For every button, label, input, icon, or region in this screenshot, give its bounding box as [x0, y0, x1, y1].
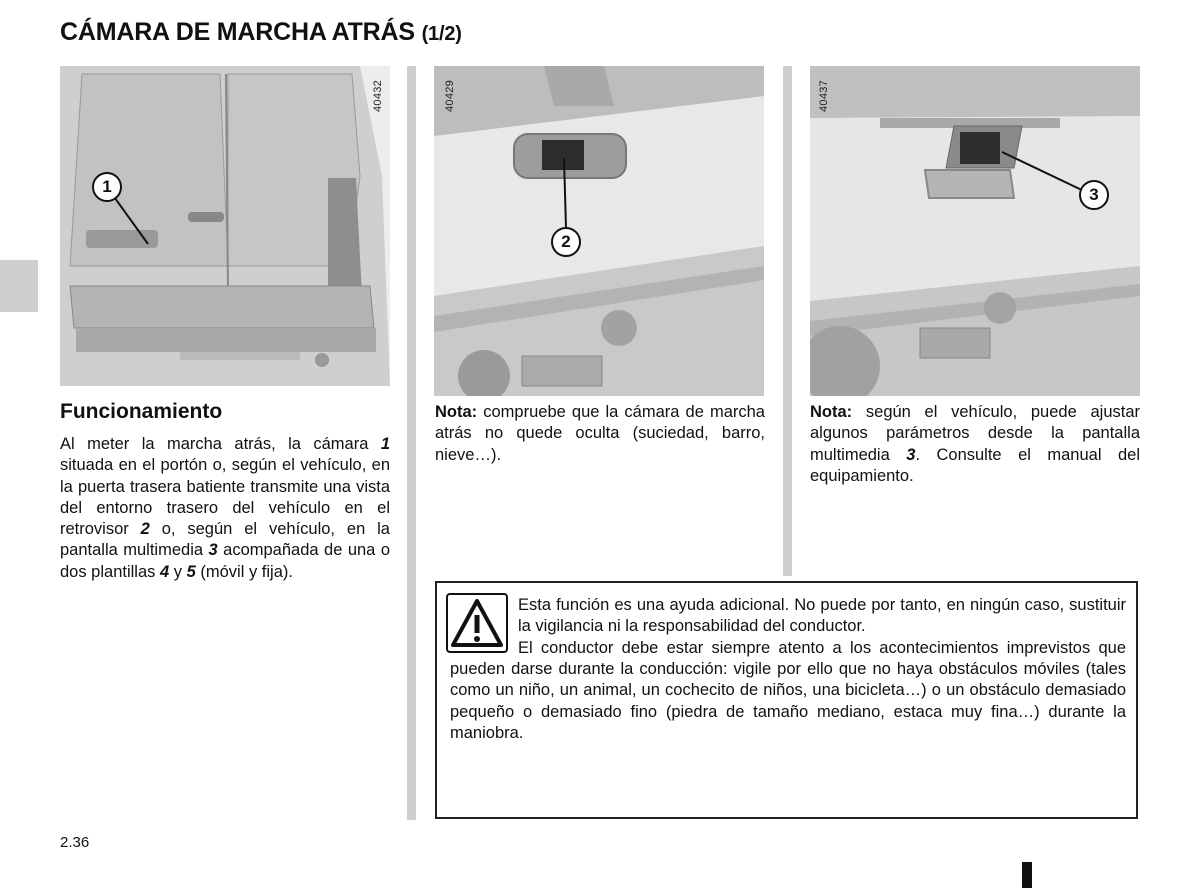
ref-4: 4: [159, 562, 170, 581]
ref-2: 2: [140, 520, 150, 539]
operation-paragraph: [60, 434, 390, 583]
figure-code-3: 40437: [818, 79, 830, 112]
ref-3: 3: [208, 541, 218, 560]
figure-code-2: 40429: [444, 79, 456, 112]
callout-3: 3: [1079, 180, 1109, 210]
operation-text: acompañada de una o dos plantillas: [60, 541, 390, 581]
note-text: según el vehículo, puede ajustar algunos parámetros desde la pantalla multimedia: [810, 403, 1140, 464]
figure-rearview-mirror: [434, 66, 764, 396]
figure-van-rear: [60, 66, 390, 386]
mirror-illustration: [434, 66, 764, 396]
operation-text: Al meter la marcha atrás, la cámara: [60, 435, 381, 453]
section-heading: Funcionamiento: [60, 400, 223, 423]
column-divider-left: [407, 66, 416, 820]
figure-code-1: 40432: [372, 79, 384, 112]
operation-text: situada en el portón o, según el vehículo, en la puerta trasera batiente transmite una vista del entorno trasero del vehículo en el retrovisor: [60, 456, 390, 539]
page-title: [60, 18, 462, 47]
note-camera-clean: [435, 402, 765, 466]
callout-2: 2: [551, 227, 581, 257]
page-title-text: CÁMARA DE MARCHA ATRÁS: [60, 18, 415, 46]
ref-5: 5: [186, 562, 196, 581]
dashboard-illustration: [810, 66, 1140, 396]
note-multimedia-settings: [810, 402, 1140, 487]
page-title-part: (1/2): [421, 23, 462, 45]
figure-multimedia-screen: [810, 66, 1140, 396]
page-edge-marker: [1022, 862, 1032, 888]
ref-3: 3: [906, 445, 916, 464]
operation-text: o, según el vehículo, en la pantalla multimedia: [60, 520, 390, 560]
callout-1: 1: [92, 172, 122, 202]
note-label: Nota:: [810, 403, 853, 421]
column-divider-right: [783, 66, 792, 576]
operation-text: y: [169, 562, 187, 581]
ref-1: 1: [380, 435, 390, 453]
van-rear-illustration: [60, 66, 390, 386]
note-text: . Consulte el manual del equipamiento.: [810, 445, 1140, 485]
note-label: Nota:: [435, 403, 478, 421]
section-tab: [0, 260, 38, 312]
page-number: 2.36: [60, 834, 90, 851]
note-text: compruebe que la cámara de marcha atrás no quede oculta (suciedad, barro, nieve…).: [435, 403, 765, 464]
operation-text: (móvil y fija).: [195, 562, 293, 581]
warning-text-2: El conductor debe estar siempre atento a los acontecimientos imprevistos que pueden darse durante la conducción: vigile por ello que no haya obstáculos móviles (tales como un niño, un animal, un cochecito de niños, una bicicleta…) o un obstáculo demasiado pequeño o demasiado fino (piedra de tamaño mediano, estaca muy fina…) durante la maniobra.: [450, 639, 1126, 742]
warning-text-1: Esta función es una ayuda adicional. No puede por tanto, en ningún caso, sustituir la vigilancia ni la responsabilidad del conductor.: [518, 596, 1126, 636]
